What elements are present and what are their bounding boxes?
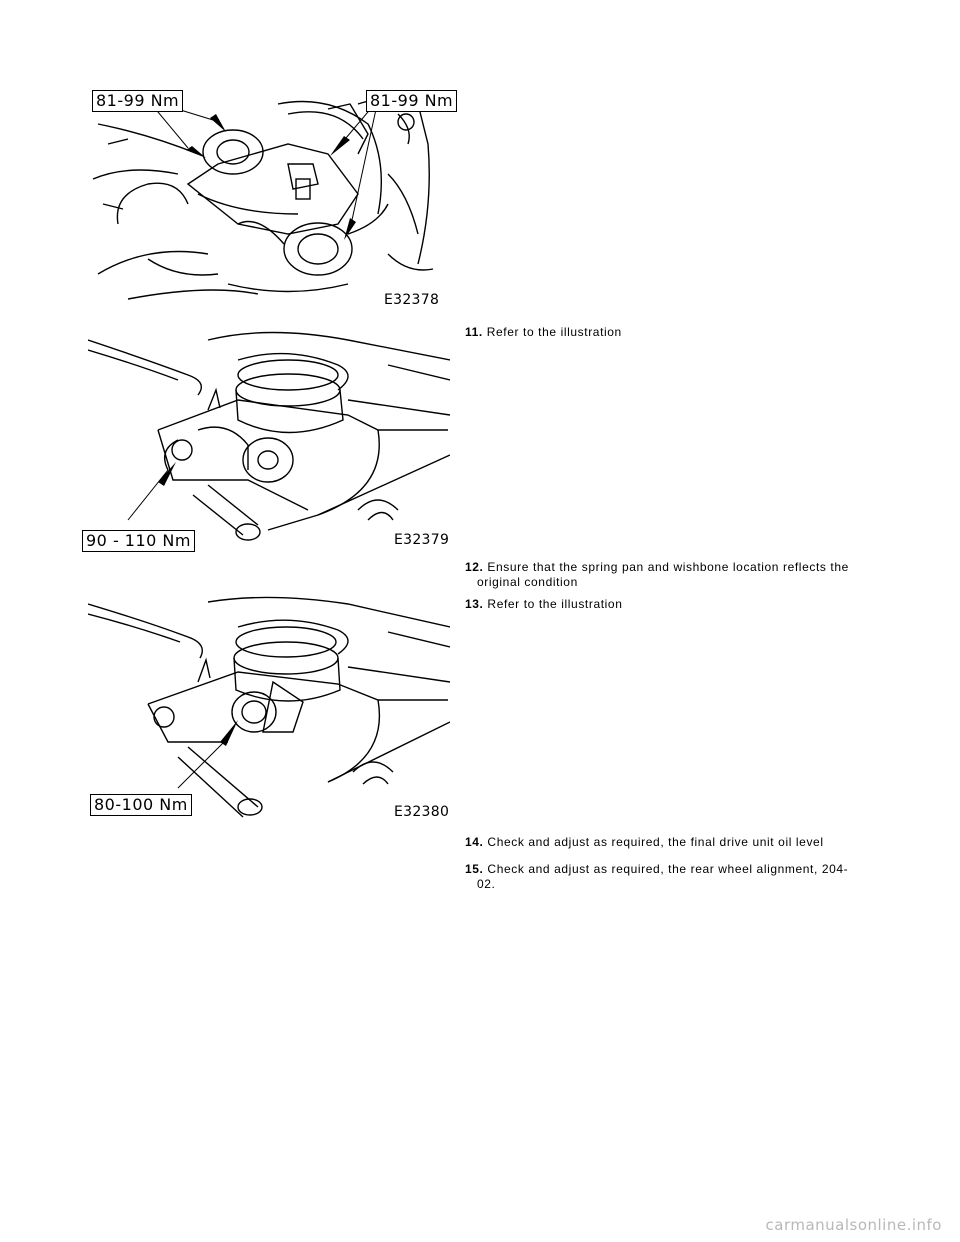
spring-wishbone-drawing	[88, 320, 450, 552]
illustration-e32378	[88, 84, 454, 316]
step-11	[465, 325, 865, 340]
spring-pan-bolt-drawing	[88, 592, 450, 824]
torque-label: 80-100 Nm	[90, 794, 192, 816]
step-text: Ensure that the spring pan and wishbone location reflects the	[487, 560, 849, 574]
watermark[interactable]: carmanualsonline.info	[765, 1216, 942, 1234]
figure-id: E32379	[394, 532, 450, 548]
step-number: 11.	[465, 325, 483, 339]
step-15	[465, 862, 865, 892]
step-number: 13.	[465, 597, 484, 611]
step-13	[465, 597, 865, 612]
driveshaft-flange-drawing	[88, 84, 450, 316]
step-text: Check and adjust as required, the final drive unit oil level	[487, 835, 824, 849]
step-text: Refer to the illustration	[486, 325, 622, 339]
step-number: 15.	[465, 862, 484, 876]
torque-label-left: 81-99 Nm	[92, 90, 183, 112]
figure-id: E32380	[394, 804, 450, 820]
illustration-e32379	[88, 320, 450, 552]
step-text: Refer to the illustration	[487, 597, 623, 611]
torque-label: 90 - 110 Nm	[82, 530, 195, 552]
step-number: 12.	[465, 560, 484, 574]
step-text-continued: original condition	[477, 575, 578, 589]
step-text-continued: 02.	[477, 877, 496, 891]
torque-label-right: 81-99 Nm	[366, 90, 457, 112]
illustration-e32380	[88, 592, 450, 824]
step-number: 14.	[465, 835, 484, 849]
step-text: Check and adjust as required, the rear wheel alignment, 204-	[487, 862, 849, 876]
step-14	[465, 835, 865, 850]
step-12	[465, 560, 865, 590]
figure-id: E32378	[384, 292, 440, 308]
